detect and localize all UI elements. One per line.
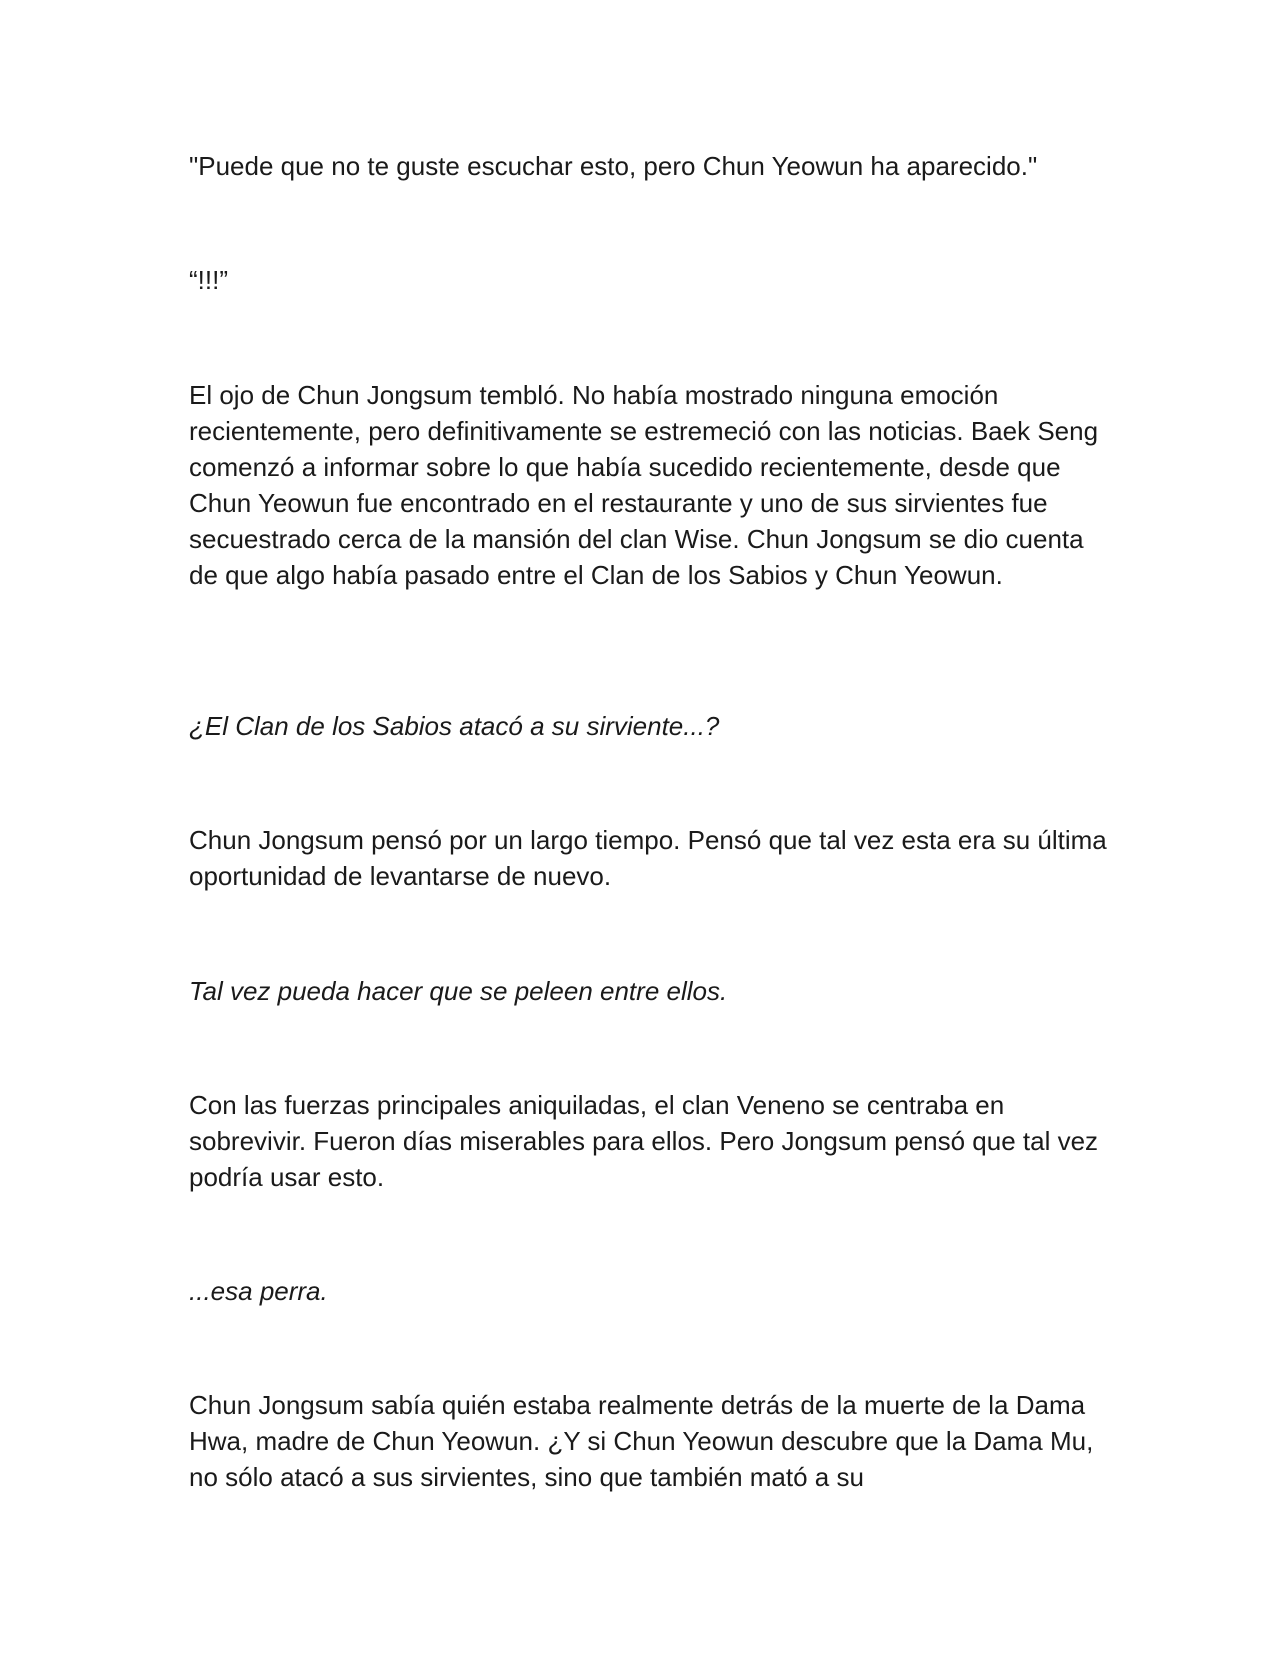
paragraph-narration-4: Chun Jongsum sabía quién estaba realmente detrás de la muerte de la Dama Hwa, madre de Chun Yeowun. ¿Y si Chun Yeowun descubre que la Dama Mu, no sólo atacó a sus sirvientes, sino que también mató a su xyxy=(189,1390,1094,1492)
paragraph-narration-3: Con las fuerzas principales aniquiladas, el clan Veneno se centraba en sobrevivir. Fueron días miserables para ellos. Pero Jongsum pensó que tal vez podría usar esto. xyxy=(189,1090,1099,1192)
paragraph-narration-1: El ojo de Chun Jongsum tembló. No había mostrado ninguna emoción recientemente, pero definitivamente se estremeció con las noticias. Baek Seng comenzó a informar sobre lo que había sucedido recientemente, desde que Chun Yeowun fue encontrado en el restaurante y uno de sus sirvientes fue secuestrado cerca de la mansión del clan Wise. Chun Jongsum se dio cuenta de que algo había pasado entre el Clan de los Sabios y Chun Yeowun. xyxy=(189,380,1099,590)
paragraph-thought-3: ...esa perra. xyxy=(189,1276,328,1306)
paragraph-exclamation: “!!!” xyxy=(189,265,228,295)
paragraph-thought-2: Tal vez pueda hacer que se peleen entre ellos. xyxy=(189,976,728,1006)
paragraph-narration-2: Chun Jongsum pensó por un largo tiempo. Pensó que tal vez esta era su última oportunidad de levantarse de nuevo. xyxy=(189,825,1107,891)
paragraph-dialogue: "Puede que no te guste escuchar esto, pero Chun Yeowun ha aparecido." xyxy=(189,151,1038,181)
paragraph-thought-1: ¿El Clan de los Sabios atacó a su sirviente...? xyxy=(189,711,720,741)
